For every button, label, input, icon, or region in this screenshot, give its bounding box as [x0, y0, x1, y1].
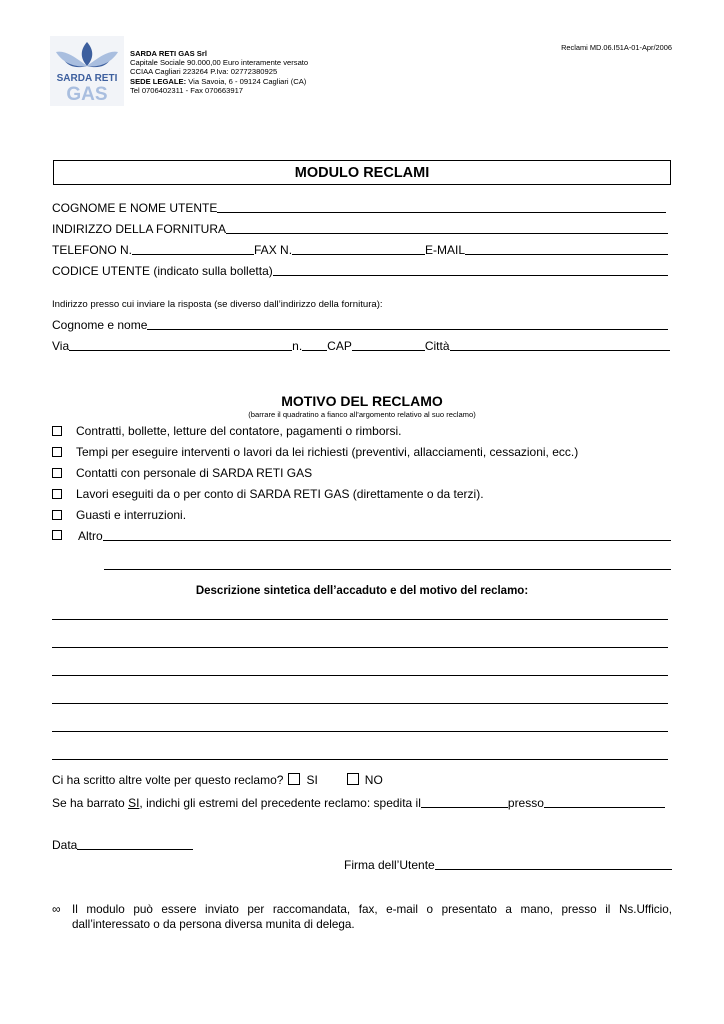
details-presso: presso: [507, 796, 544, 810]
phone-label: TELEFONO N.: [52, 243, 133, 257]
date-line[interactable]: [77, 848, 193, 850]
user-code-field[interactable]: [52, 262, 668, 278]
city-label: Città: [424, 339, 450, 353]
company-info: [130, 49, 308, 95]
date-label: Data: [52, 838, 78, 852]
footnote-text: Il modulo può essere inviato per raccomandata, fax, e-mail o presentato a mano, presso il Ns.Ufficio, dall’interessato o da persona diversa munita di delega.: [72, 903, 672, 931]
other-line[interactable]: [103, 539, 671, 541]
yes-label: SI: [306, 773, 318, 787]
supply-address-field[interactable]: [52, 220, 668, 236]
reason-option-other[interactable]: [52, 527, 671, 543]
user-name-line[interactable]: [217, 211, 666, 213]
reason-option-faults[interactable]: [52, 508, 186, 522]
reason-option-label: Guasti e interruzioni.: [76, 508, 187, 522]
date-field[interactable]: [52, 836, 193, 852]
previous-question: Ci ha scritto altre volte per questo reclamo?: [52, 773, 284, 787]
reason-option-timing[interactable]: [52, 445, 578, 459]
other-label: Altro: [78, 529, 103, 543]
description-title: Descrizione sintetica dell’accaduto e del motivo del reclamo:: [195, 585, 529, 597]
sent-date-line[interactable]: [421, 806, 508, 808]
description-line[interactable]: [52, 647, 668, 648]
via-label: Via: [52, 339, 70, 353]
previous-question-row: [52, 773, 383, 787]
reason-option-works[interactable]: [52, 487, 484, 501]
number-line[interactable]: [302, 349, 327, 351]
reason-title: MOTIVO DEL RECLAMO: [281, 393, 443, 409]
user-name-field[interactable]: [52, 199, 666, 215]
description-line[interactable]: [52, 675, 668, 676]
via-line[interactable]: [69, 349, 292, 351]
signature-field[interactable]: [344, 856, 672, 872]
reason-option-contracts[interactable]: [52, 424, 402, 438]
user-code-line[interactable]: [273, 274, 668, 276]
description-line[interactable]: [52, 731, 668, 732]
phone-line[interactable]: [132, 253, 254, 255]
reply-name-line[interactable]: [147, 328, 668, 330]
sede-address: Via Savoia, 6 - 09124 Cagliari (CA): [188, 76, 307, 86]
company-name: SARDA RETI GAS Srl: [130, 49, 207, 58]
logo-text-bottom: GAS: [66, 84, 108, 105]
reason-checkbox[interactable]: [52, 489, 62, 499]
yes-checkbox[interactable]: [288, 773, 300, 785]
cap-label: CAP: [327, 339, 352, 353]
number-label: n.: [292, 339, 303, 353]
footnote: [52, 902, 672, 932]
reason-option-label: Lavori eseguiti da o per conto di SARDA RETI GAS (direttamente o da terzi).: [76, 487, 484, 501]
previous-details-row: [52, 794, 665, 810]
reason-subtitle: (barrare il quadratino a fianco all’argomento relativo al suo reclamo): [248, 410, 476, 419]
company-logo: [50, 36, 124, 106]
reason-option-label: Contatti con personale di SARDA RETI GAS: [76, 466, 313, 480]
reason-checkbox[interactable]: [52, 510, 62, 520]
company-sede: [130, 77, 308, 86]
reason-checkbox[interactable]: [52, 447, 62, 457]
email-line[interactable]: [465, 253, 668, 255]
signature-label: Firma dell’Utente: [344, 858, 435, 872]
reason-checkbox[interactable]: [52, 426, 62, 436]
reason-option-label: Tempi per eseguire interventi o lavori da lei richiesti (preventivi, allacciamenti, cessazioni, ecc.): [76, 445, 579, 459]
logo-text-top: SARDA RETI: [56, 73, 118, 84]
description-line[interactable]: [52, 759, 668, 760]
description-line[interactable]: [52, 703, 668, 704]
other-line-2[interactable]: [104, 569, 671, 570]
reason-checkbox[interactable]: [52, 530, 62, 540]
reply-address-note: Indirizzo presso cui inviare la risposta (se diverso dall’indirizzo della fornitura):: [52, 299, 383, 310]
sede-label: SEDE LEGALE:: [130, 76, 187, 86]
city-line[interactable]: [450, 349, 670, 351]
reply-address-row: [52, 337, 670, 353]
company-capital: Capitale Sociale 90.000,00 Euro interamente versato: [130, 58, 309, 68]
no-label: NO: [364, 773, 383, 787]
details-mid: , indichi gli estremi del precedente reclamo: spedita il: [139, 796, 421, 810]
document-reference: Reclami MD.06.I51A-01-Apr/2006: [561, 43, 672, 52]
description-line[interactable]: [52, 619, 668, 620]
user-name-label: COGNOME E NOME UTENTE: [52, 201, 218, 215]
cap-line[interactable]: [352, 349, 425, 351]
reason-option-label: Contratti, bollette, letture del contatore, pagamenti o rimborsi.: [76, 424, 402, 438]
user-code-label: CODICE UTENTE (indicato sulla bolletta): [52, 264, 273, 278]
supply-address-line[interactable]: [226, 232, 668, 234]
reply-name-field[interactable]: [52, 316, 668, 332]
details-si: SI: [128, 796, 140, 810]
no-checkbox[interactable]: [347, 773, 359, 785]
presso-line[interactable]: [544, 806, 665, 808]
reply-name-label: Cognome e nome: [52, 318, 148, 332]
contacts-row: [52, 241, 668, 257]
company-phone: Tel 0706402311 - Fax 070663917: [130, 85, 244, 95]
company-cciaa: CCIAA Cagliari 223264 P.Iva: 02772380925: [130, 67, 278, 77]
fax-line[interactable]: [292, 253, 425, 255]
form-title: MODULO RECLAMI: [53, 160, 671, 185]
reason-checkbox[interactable]: [52, 468, 62, 478]
fax-label: FAX N.: [254, 243, 293, 257]
details-prefix: Se ha barrato: [52, 796, 129, 810]
signature-line[interactable]: [435, 868, 672, 870]
supply-address-label: INDIRIZZO DELLA FORNITURA: [52, 222, 227, 236]
email-label: E-MAIL: [425, 243, 466, 257]
reason-option-staff[interactable]: [52, 466, 312, 480]
infinity-bullet-icon: ∞: [52, 902, 61, 916]
